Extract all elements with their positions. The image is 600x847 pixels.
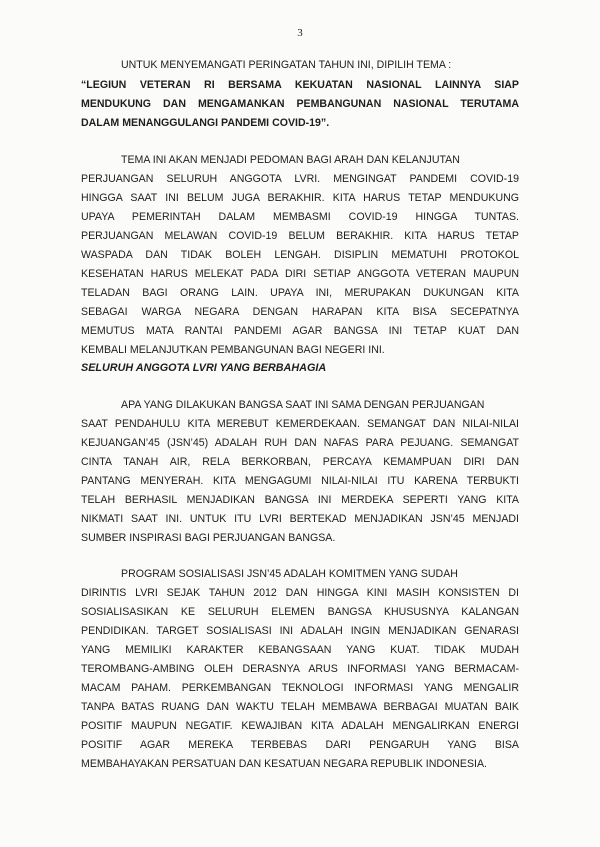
paragraph1-line: KEMBALI MELANJUTKAN PEMBANGUNAN BAGI NEGERI INI.: [81, 344, 385, 356]
paragraph2-line: KEJUANGAN’45 (JSN’45) ADALAH RUH DAN NAFAS PARA PEJUANG. SEMANGAT: [81, 437, 519, 449]
paragraph3-line: TEROMBANG-AMBING OLEH DERASNYA ARUS INFORMASI YANG BERMACAM-: [81, 663, 519, 675]
paragraph3-line: PROGRAM SOSIALISASI JSN’45 ADALAH KOMITMEN YANG SUDAH: [121, 568, 458, 580]
paragraph2-line: TELAH BERHASIL MENJADIKAN BANGSA INI MERDEKA SEPERTI YANG KITA: [81, 494, 519, 506]
paragraph2-line: PANTANG MENYERAH. KITA MENGAGUMI NILAI-NILAI ITU KARENA TERBUKTI: [81, 475, 519, 487]
paragraph2-line: NIKMATI SAAT INI. UNTUK ITU LVRI BERTEKAD MENJADIKAN JSN’45 MENJADI: [81, 513, 519, 525]
paragraph3-line: MACAM PAHAM. PERKEMBANGAN TEKNOLOGI INFORMASI YANG MENGALIR: [81, 682, 519, 694]
paragraph2-line: APA YANG DILAKUKAN BANGSA SAAT INI SAMA DENGAN PERJUANGAN: [121, 399, 485, 411]
paragraph1-line: PERJUANGAN SELURUH ANGGOTA LVRI. MENGINGAT PANDEMI COVID-19: [81, 173, 519, 185]
paragraph1-line: UPAYA PEMERINTAH DALAM MEMBASMI COVID-19 HINGGA TUNTAS.: [81, 211, 519, 223]
paragraph3-line: PENDIDIKAN. TARGET SOSIALISASI INI ADALAH INGIN MENJADIKAN GENARASI: [81, 625, 519, 637]
paragraph3-line: YANG MEMILIKI KARAKTER KEBANGSAAN YANG KUAT. TIDAK MUDAH: [81, 644, 519, 656]
paragraph1-line: KESEHATAN HARUS MELEKAT PADA DIRI SETIAP ANGGOTA VETERAN MAUPUN: [81, 268, 519, 280]
paragraph1-line: TEMA INI AKAN MENJADI PEDOMAN BAGI ARAH DAN KELANJUTAN: [121, 154, 460, 166]
paragraph2-line: SAAT PENDAHULU KITA MEREBUT KEMERDEKAAN. SEMANGAT DAN NILAI-NILAI: [81, 418, 519, 430]
paragraph1-line: PERJUANGAN MELAWAN COVID-19 BELUM BERAKHIR. KITA HARUS TETAP: [81, 230, 519, 242]
paragraph3-line: POSITIF MAUPUN NEGATIF. KEWAJIBAN KITA ADALAH MENGALIRKAN ENERGI: [81, 720, 519, 732]
theme-line: DALAM MENANGGULANGI PANDEMI COVID-19”.: [81, 117, 330, 129]
paragraph1-line: HINGGA SAAT INI BELUM JUGA BERAKHIR. KITA HARUS TETAP MENDUKUNG: [81, 192, 519, 204]
paragraph1-line: TELADAN BAGI ORANG LAIN. UPAYA INI, MERUPAKAN DUKUNGAN KITA: [81, 287, 519, 299]
paragraph1-line: MEMUTUS MATA RANTAI PANDEMI AGAR BANGSA INI TETAP KUAT DAN: [81, 325, 519, 337]
paragraph2-line: SUMBER INSPIRASI BAGI PERJUANGAN BANGSA.: [81, 532, 336, 544]
theme-line: MENDUKUNG DAN MENGAMANKAN PEMBANGUNAN NASIONAL TERUTAMA: [81, 98, 519, 110]
paragraph2-line: CINTA TANAH AIR, RELA BERKORBAN, PERCAYA KEMAMPUAN DIRI DAN: [81, 456, 519, 468]
paragraph3-line: DIRINTIS LVRI SEJAK TAHUN 2012 DAN HINGGA KINI MASIH KONSISTEN DI: [81, 587, 519, 599]
page-number: 3: [297, 27, 303, 39]
section-heading: SELURUH ANGGOTA LVRI YANG BERBAHAGIA: [81, 362, 327, 374]
theme-line: “LEGIUN VETERAN RI BERSAMA KEKUATAN NASIONAL LAINNYA SIAP: [81, 79, 519, 91]
paragraph1-line: SEBAGAI WARGA NEGARA DENGAN HARAPAN KITA BISA SECEPATNYA: [81, 306, 519, 318]
paragraph3-line: MEMBAHAYAKAN PERSATUAN DAN KESATUAN NEGARA REPUBLIK INDONESIA.: [81, 758, 487, 770]
theme-intro: UNTUK MENYEMANGATI PERINGATAN TAHUN INI, DIPILIH TEMA :: [121, 59, 452, 71]
paragraph3-line: SOSIALISASIKAN KE SELURUH ELEMEN BANGSA KHUSUSNYA KALANGAN: [81, 606, 519, 618]
paragraph3-line: POSITIF AGAR MEREKA TERBEBAS DARI PENGARUH YANG BISA: [81, 739, 519, 751]
paragraph1-line: WASPADA DAN TIDAK BOLEH LENGAH. DISIPLIN MEMATUHI PROTOKOL: [81, 249, 519, 261]
paragraph3-line: TANPA BATAS RUANG DAN WAKTU TELAH MEMBAWA BERBAGAI MUATAN BAIK: [81, 701, 519, 713]
